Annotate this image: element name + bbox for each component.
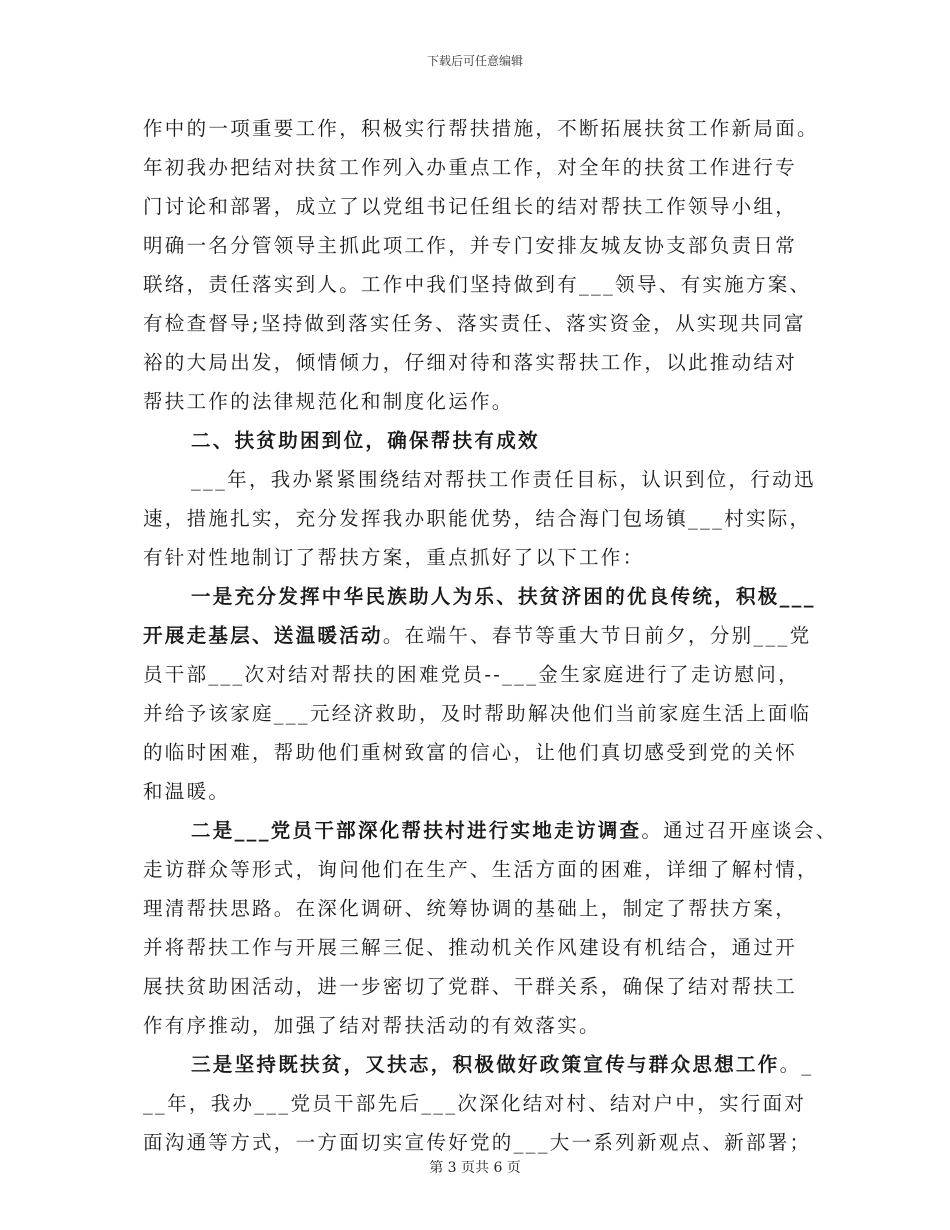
paragraph-line: 理清帮扶思路。在深化调研、统筹协调的基础上，制定了帮扶方案， <box>143 897 798 920</box>
paragraph-line <box>143 1045 823 1084</box>
paragraph-line: 面沟通等方式，一方面切实宣传好党的___大一系列新观点、新部署； <box>143 1131 812 1154</box>
paragraph-line: 年初我办把结对扶贫工作列入办重点工作，对全年的扶贫工作进行专 <box>143 156 798 179</box>
paragraph-line: 一是充分发挥中华民族助人为乐、扶贫济困的优良传统，积极___ <box>191 585 816 608</box>
page-footer: 第 3 页共 6 页 <box>429 1160 521 1176</box>
paragraph-line: 作有序推动，加强了结对帮扶活动的有效落实。 <box>143 1014 601 1037</box>
paragraph-line <box>143 811 838 850</box>
paragraph-line: 速，措施扎实，充分发挥我办职能优势，结合海门包场镇___村实际， <box>143 507 812 530</box>
paragraph-line: 并将帮扶工作与开展三解三促、推动机关作风建设有机结合，通过开 <box>143 936 798 959</box>
paragraph-line: 并给予该家庭___元经济救助，及时帮助解决他们当前家庭生活上面临 <box>143 702 812 725</box>
section-heading: 二、扶贫助困到位，确保帮扶有成效 <box>191 429 540 452</box>
paragraph-line: 有检查督导;坚持做到落实任务、落实责任、落实资金，从实现共同富 <box>143 312 806 335</box>
paragraph-line: 展扶贫助困活动，进一步密切了党群、干群关系，确保了结对帮扶工 <box>143 975 798 998</box>
paragraph-line: 的临时困难，帮助他们重树致富的信心，让他们真切感受到党的关怀 <box>143 741 798 764</box>
normal-text: 。通过召开座谈会、 <box>641 819 838 842</box>
normal-text: 。在端午、春节等重大节日前夕，分别___党 <box>382 624 812 647</box>
page-header: 下载后可任意编辑 <box>426 54 523 68</box>
bold-lead: 三是坚持既扶贫，又扶志，积极做好政策宣传与群众思想工作 <box>191 1053 780 1076</box>
paragraph-line: 门讨论和部署，成立了以党组书记任组长的结对帮扶工作领导小组， <box>143 195 798 218</box>
paragraph-line: 和温暖。 <box>143 780 231 803</box>
paragraph-line: 作中的一项重要工作，积极实行帮扶措施，不断拓展扶贫工作新局面。 <box>143 117 819 140</box>
paragraph-line: 裕的大局出发，倾情倾力，仔细对待和落实帮扶工作，以此推动结对 <box>143 351 798 374</box>
paragraph-line: ___年，我办紧紧围绕结对帮扶工作责任目标，认识到位，行动迅 <box>191 468 816 491</box>
paragraph-line: 员干部___次对结对帮扶的困难党员--___金生家庭进行了走访慰问， <box>143 663 800 686</box>
document-body <box>143 109 838 1162</box>
bold-lead: 二是___党员干部深化帮扶村进行实地走访调查 <box>191 819 642 842</box>
paragraph-line <box>143 616 823 655</box>
paragraph-line: 联络，责任落实到人。工作中我们坚持做到有___领导、有实施方案、 <box>143 273 812 296</box>
paragraph-line: 有针对性地制订了帮扶方案，重点抓好了以下工作： <box>143 546 645 569</box>
paragraph-line: 帮扶工作的法律规范化和制度化运作。 <box>143 390 514 413</box>
paragraph-line: 明确一名分管领导主抓此项工作，并专门安排友城友协支部负责日常 <box>143 234 798 257</box>
bold-lead: 开展走基层、送温暖活动 <box>143 624 383 647</box>
normal-text: 。_ <box>779 1053 814 1076</box>
paragraph-line: __年，我办___党员干部先后___次深化结对村、结对户中，实行面对 <box>143 1092 807 1115</box>
paragraph-line: 走访群众等形式，询问他们在生产、生活方面的困难，详细了解村情， <box>143 858 819 881</box>
